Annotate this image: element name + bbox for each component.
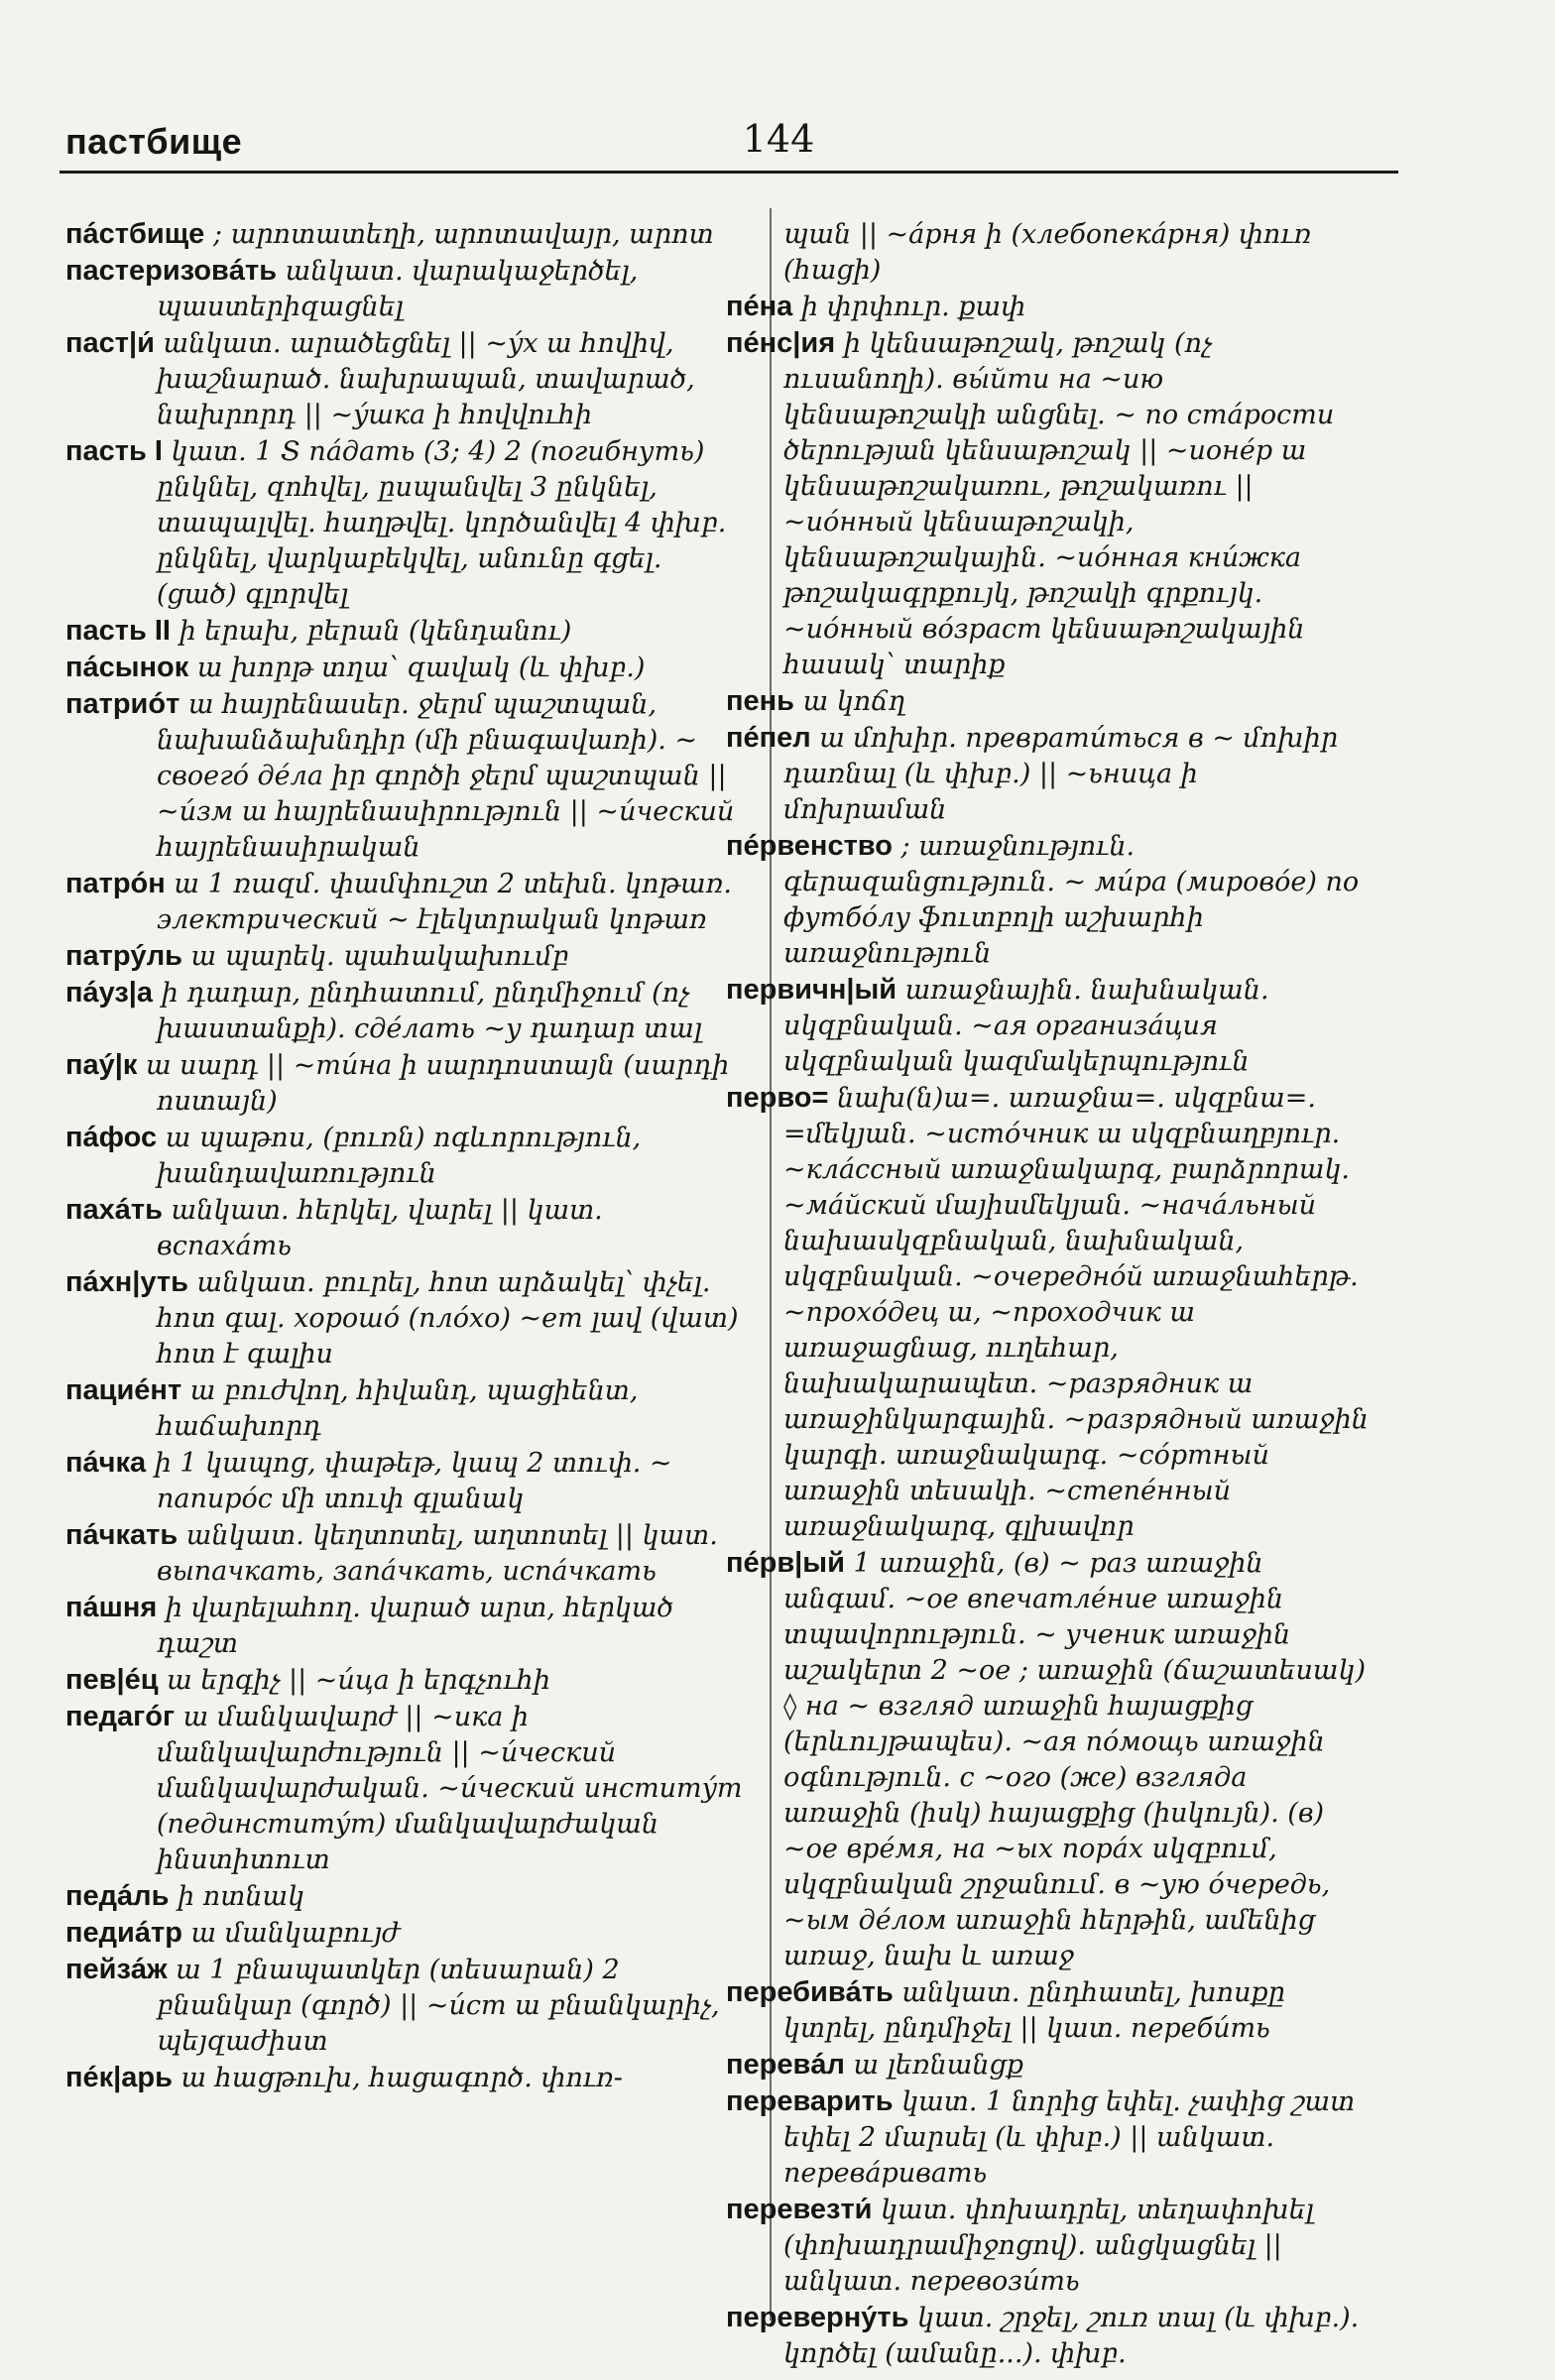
dictionary-entry xyxy=(65,2060,744,2096)
entry-definition: ա մոխիր. преврати́ться в ~ մոխիր դառնալ (և փխբ.) || ~ьница ի մոխրաման xyxy=(783,723,1339,825)
dictionary-entry xyxy=(726,325,1369,683)
dictionary-entry xyxy=(65,1047,744,1120)
entry-headword: пейзáж xyxy=(65,1954,168,1985)
entry-headword: пасть II xyxy=(65,615,171,647)
entry-headword: пéнс|ия xyxy=(726,327,836,359)
entry-definition: ի ոտնակ xyxy=(169,1881,305,1912)
entry-definition: ա հացթուխ, հացագործ. փուռ- xyxy=(172,2063,623,2093)
entry-headword: пахáть xyxy=(65,1194,163,1226)
entry-headword: пасть I xyxy=(65,435,163,467)
entry-definition: ա բուժվող, հիվանդ, պացիենտ, հաճախորդ xyxy=(157,1375,639,1442)
entry-headword: перевезти́ xyxy=(726,2194,873,2225)
entry-headword: пáуз|а xyxy=(65,977,154,1009)
entry-headword: паст|и́ xyxy=(65,327,155,359)
entry-definition: ա խորթ տղա՝ զավակ (և փխբ.) xyxy=(188,653,646,683)
entry-headword: пáчка xyxy=(65,1447,147,1479)
entry-definition: ա 1 բնապատկեր (տեսարան) 2 բնանկար (գործ) || ~и́ст ա բնանկարիչ, պեյզաժիստ xyxy=(157,1955,720,2057)
entry-definition: պան || ~áрня ի (хлебопекáрня) փուռ (հացի) xyxy=(783,219,1312,286)
entry-definition: անկատ. բուրել, հոտ արձակել՝ փչել. հոտ գալ. хорошó (плóхо) ~ет լավ (վատ) հոտ է գալիս xyxy=(157,1267,739,1369)
entry-definition: ի վարելահող. վարած արտ, հերկած դաշտ xyxy=(157,1593,674,1659)
dictionary-entry xyxy=(726,828,1369,972)
entry-definition: ա լեռնանցք xyxy=(844,2050,1024,2081)
entry-headword: переверну́ть xyxy=(726,2302,909,2333)
dictionary-entry xyxy=(726,2047,1369,2083)
entry-headword: пáхн|уть xyxy=(65,1266,188,1298)
entry-definition: անկատ. ընդհատել, խոսքը կտրել, ընդմիջել || կատ. переби́ть xyxy=(783,1977,1285,2044)
entry-headword: пациéнт xyxy=(65,1374,182,1406)
entry-headword: педáль xyxy=(65,1880,170,1912)
entry-definition: ա հայրենասեր. ջերմ պաշտպան, նախանձախնդիր (մի բնագավառի). ~ своегó дéла իր գործի ջերմ պաշտպան || ~и́зм ա հայրենասիրություն || ~и́ческий հայրենասիրական xyxy=(157,689,735,863)
entry-headword: перевáл xyxy=(726,2049,845,2081)
entry-definition: կատ. 1 նորից եփել. չափից շատ եփել 2 մարսել (և փխբ.) || անկատ. перевáривать xyxy=(783,2086,1356,2189)
dictionary-entry xyxy=(65,938,744,975)
dictionary-entry xyxy=(65,613,744,650)
entry-definition: առաջնային. նախնական. սկզբնական. ~ая организáция սկզբնական կազմակերպություն xyxy=(783,975,1269,1077)
right-column xyxy=(726,216,1369,2372)
entry-headword: пев|éц xyxy=(65,1664,159,1696)
dictionary-entry xyxy=(65,325,744,433)
entry-definition: անկատ. արածեցնել || ~ýх ա հովիվ, խաշնարած. նախրապան, տավարած, նախրորդ || ~ýшка ի հովվուհի xyxy=(154,328,695,430)
entry-definition: ա սարդ || ~ти́на ի սարդոստայն (սարդի ոստայն) xyxy=(137,1050,730,1117)
entry-headword: патрýль xyxy=(65,940,182,972)
dictionary-entry xyxy=(65,686,744,866)
entry-definition: ի երախ, բերան (կենդանու) xyxy=(170,616,572,647)
dictionary-entry xyxy=(65,1590,744,1662)
entry-headword: пéпел xyxy=(726,722,811,754)
entry-headword: пéрвенство xyxy=(726,830,893,862)
dictionary-entry xyxy=(65,1915,744,1952)
dictionary-entry xyxy=(726,1974,1369,2047)
entry-definition: ա մանկավարժ || ~ика ի մանկավարժություն || ~и́ческий մանկավարժական. ~и́ческий инститýт (пединститýт) մանկավարժական ինստիտուտ xyxy=(157,1702,743,1875)
dictionary-entry-continuation xyxy=(726,216,1369,289)
dictionary-entry xyxy=(65,253,744,325)
dictionary-entry xyxy=(65,1878,744,1915)
entry-definition: ա երգիչ || ~и́ца ի երգչուհի xyxy=(158,1665,550,1696)
header-rule xyxy=(60,171,1398,174)
entry-headword: пáшня xyxy=(65,1592,158,1623)
dictionary-entry xyxy=(65,1372,744,1445)
dictionary-entry xyxy=(726,2300,1369,2372)
running-head-word: пастбище xyxy=(65,121,243,162)
entry-headword: пень xyxy=(726,685,794,717)
left-column xyxy=(65,216,744,2096)
dictionary-entry xyxy=(726,1545,1369,1974)
dictionary-entry xyxy=(726,2192,1369,2300)
entry-definition: ա կոճղ xyxy=(794,686,906,717)
dictionary-entry xyxy=(65,866,744,938)
dictionary-entry xyxy=(65,1517,744,1590)
dictionary-entry xyxy=(65,1952,744,2060)
entry-definition: ի կենսաթոշակ, թոշակ (ոչ ուսանողի). вы́йти на ~ию կենսաթոշակի անցնել. ~ по стáрости ծերության կենսաթոշակ || ~ионéр ա կենսաթոշակառու, թոշակառու || ~иóнный կենսաթոշակի, կենսաթոշակային. ~иóнная кни́жка թոշակագրքույկ, թոշակի գրքույկ. ~иóнный вóзраст կենսաթոշակային հասակ՝ տարիք xyxy=(783,328,1335,680)
dictionary-entry xyxy=(65,975,744,1047)
entry-headword: педиáтр xyxy=(65,1917,182,1949)
entry-definition: ա մանկաբույժ xyxy=(181,1918,401,1949)
page-number: 144 xyxy=(742,117,815,161)
dictionary-entry xyxy=(65,1662,744,1699)
entry-headword: пáсынок xyxy=(65,652,189,683)
entry-headword: перебивáть xyxy=(726,1976,894,2008)
entry-definition: կատ. փոխադրել, տեղափոխել (փոխադրամիջոցով). անցկացնել || անկատ. перевози́ть xyxy=(783,2195,1314,2297)
entry-definition: կատ. 1 Տ пáдать (3; 4) 2 (погибнуть) ընկնել, զոհվել, ըսպանվել 3 ընկնել, տապալվել. հաղթվել. կործանվել 4 փխբ. ընկնել, վարկաբեկվել, անունը գցել. (ցած) գլորվել xyxy=(157,436,727,610)
dictionary-entry xyxy=(65,433,744,613)
entry-definition: 1 առաջին, (в) ~ раз առաջին անգամ. ~ое впечатлéние առաջին տպավորություն. ~ ученик առաջին աշակերտ 2 ~ое ; առաջին (ճաշատեսակ) ◊ на ~ взгляд առաջին հայացքից (երևույթապես). ~ая пóмощь առաջին օգնություն. с ~ого (же) взгляда առաջին (իսկ) հայացքից (իսկույն). (в) ~ое врéмя, на ~ых порáх սկզբում, սկզբնական շրջանում. в ~ую óчередь, ~ым дéлом առաջին հերթին, ամենից առաջ, նախ և առաջ xyxy=(783,1548,1366,1971)
entry-definition: ա պաթոս, (բուռն) ոգևորություն, խանդավառություն xyxy=(157,1123,642,1189)
entry-headword: пéк|арь xyxy=(65,2062,173,2093)
entry-headword: патриóт xyxy=(65,688,180,720)
entry-headword: пастеризовáть xyxy=(65,255,278,287)
entry-headword: патрóн xyxy=(65,868,166,899)
entry-definition: ի փրփուր. քափ xyxy=(792,292,1026,322)
dictionary-entry xyxy=(65,650,744,686)
dictionary-entry xyxy=(65,1699,744,1878)
dictionary-entry xyxy=(65,1120,744,1192)
dictionary-entry xyxy=(65,216,744,253)
entry-headword: педагóг xyxy=(65,1701,176,1732)
entry-definition: ի դադար, ընդհատում, ընդմիջում (ոչ խաստանքի). сдéлать ~у դադար տալ xyxy=(153,978,703,1044)
entry-definition: ; առաջնություն. գերազանցություն. ~ ми́ра (мировóе) по футбóлу ֆուտբոլի աշխարհի առաջնություն xyxy=(783,831,1360,969)
entry-definition: ա պարեկ. պահակախումբ xyxy=(181,941,569,972)
dictionary-entry xyxy=(726,2083,1369,2192)
dictionary-entry xyxy=(65,1192,744,1264)
entry-definition: ; արոտատեղի, արոտավայր, արոտ xyxy=(204,219,714,250)
entry-headword: пáчкать xyxy=(65,1519,179,1551)
entry-headword: пéна xyxy=(726,291,793,322)
entry-definition: անկատ. կեղտոտել, աղտոտել || կատ. выпачкать, запáчкать, испáчкать xyxy=(157,1520,718,1587)
entry-definition: անկատ. վարակաջերծել, պաստերիզացնել xyxy=(157,256,639,322)
entry-definition: կատ. շրջել, շուռ տալ (և փխբ.). կործել (ամանը...). փխբ. xyxy=(783,2303,1360,2369)
entry-headword: пáстбище xyxy=(65,218,205,250)
entry-headword: пéрв|ый xyxy=(726,1547,845,1579)
dictionary-entry xyxy=(726,289,1369,325)
entry-headword: паý|к xyxy=(65,1049,138,1081)
entry-headword: первичн|ый xyxy=(726,974,897,1006)
entry-definition: ա 1 ռազմ. փամփուշտ 2 տեխն. կոթառ. электрический ~ էլեկտրական կոթառ xyxy=(157,869,732,935)
entry-headword: пáфос xyxy=(65,1122,158,1153)
entry-headword: переварить xyxy=(726,2085,894,2117)
entry-definition: ի 1 կապոց, փաթեթ, կապ 2 տուփ. ~ папирóс մի տուփ գլանակ xyxy=(146,1448,672,1514)
dictionary-entry xyxy=(726,972,1369,1080)
entry-headword: перво= xyxy=(726,1082,829,1114)
dictionary-entry xyxy=(726,720,1369,828)
dictionary-entry xyxy=(726,683,1369,720)
dictionary-entry xyxy=(65,1445,744,1517)
entry-definition: անկատ. հերկել, վարել || կատ. вспахáть xyxy=(157,1195,603,1261)
dictionary-entry xyxy=(726,1080,1369,1545)
entry-definition: նախ(ն)ա=. առաջնա=. սկզբնա=. =մեկյան. ~истóчник ա սկզբնաղբյուր. ~клáссный առաջնակարգ, բարձրորակ. ~мáйский մայիսմեկյան. ~начáльный նախասկզբնական, նախնական, սկզբնական. ~очереднóй առաջնահերթ. ~прохóдец ա, ~проходчик ա առաջացնաց, ուղեհար, նախակարապետ. ~разрядник ա առաջինկարգային. ~разрядный առաջին կարգի. առաջնակարգ. ~сóртный առաջին տեսակի. ~степéнный առաջնակարգ, գլխավոր xyxy=(783,1083,1369,1542)
dictionary-entry xyxy=(65,1264,744,1372)
